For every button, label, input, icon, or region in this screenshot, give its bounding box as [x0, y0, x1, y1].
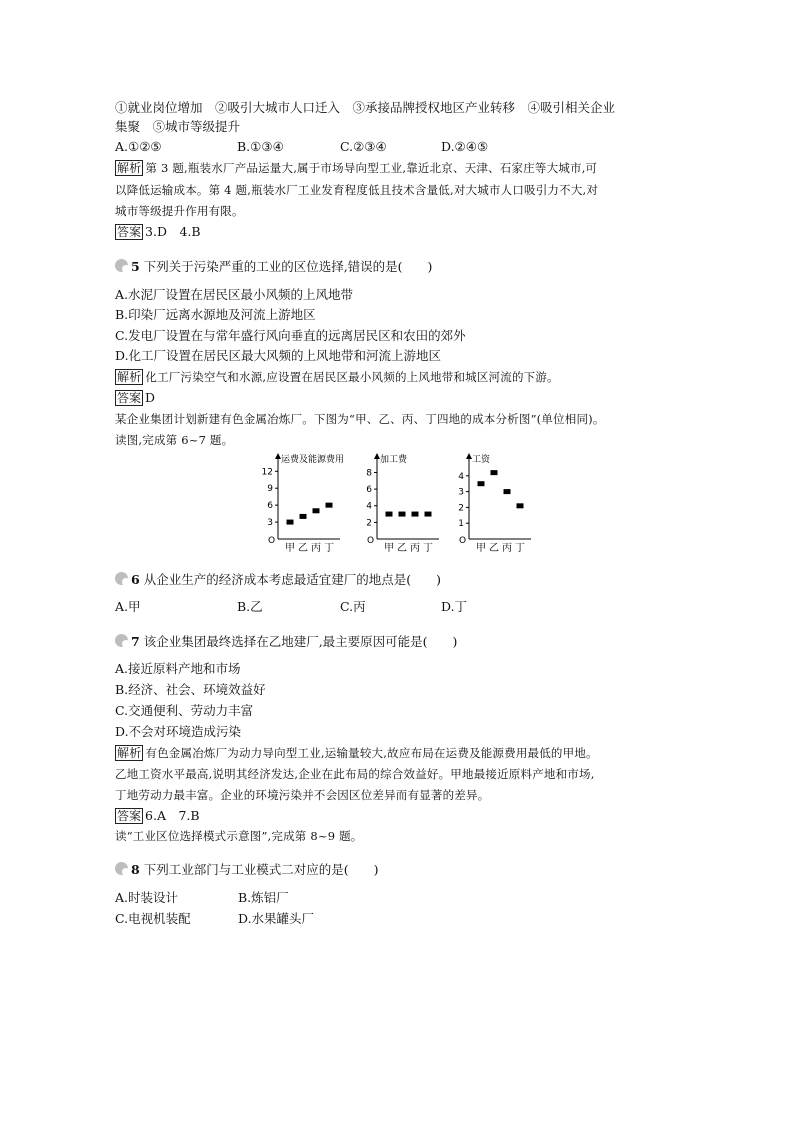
y-tick-label: 3 — [267, 518, 273, 529]
x-tick-label: 丙 — [502, 543, 512, 554]
y-tick-label: 1 — [458, 519, 464, 530]
data-point — [287, 520, 294, 525]
question-bullet-icon — [115, 862, 128, 875]
y-tick-label: 6 — [267, 501, 273, 512]
q8-option-c: C.电视机装配 — [115, 911, 191, 926]
q8-option-d: D.水果罐头厂 — [238, 911, 315, 926]
q7-option-b: B.经济、社会、环境效益好 — [115, 682, 266, 697]
y-tick-label: 4 — [458, 471, 464, 482]
answer-tag: 答案 — [117, 809, 142, 823]
q6-option-c: C.丙 — [340, 599, 366, 614]
q34-analysis-line2: 以降低运输成本。第 4 题,瓶装水厂工业发育程度低且技术含量低,对大城市人口吸引力不大,对 — [115, 183, 599, 197]
q34-option-d: D.②④⑤ — [441, 139, 489, 154]
data-point — [517, 503, 524, 508]
q5-option-c: C.发电厂设置在与常年盛行风向垂直的远离居民区和农田的郊外 — [115, 328, 466, 343]
data-point — [399, 512, 406, 517]
y-tick-label: 6 — [366, 485, 372, 496]
x-tick-label: 丁 — [423, 543, 433, 554]
q34-items-line2: 集聚 ⑤城市等级提升 — [115, 119, 241, 134]
q67-answer: 答案 6.A 7.B — [117, 808, 200, 823]
y-tick-label: 4 — [366, 501, 372, 512]
analysis-tag: 解析 — [117, 746, 142, 760]
chart-title: 工资 — [472, 455, 491, 465]
q34-option-b: B.①③④ — [237, 139, 284, 154]
q7-option-a: A.接近原料产地和市场 — [115, 661, 241, 676]
q8-option-a: A.时装设计 — [115, 890, 179, 905]
q7-analysis-line2: 乙地工资水平最高,说明其经济发达,企业在此布局的综合效益好。甲地最接近原料产地和市场, — [115, 767, 595, 781]
x-tick-label: 乙 — [397, 543, 407, 554]
q34-option-a: A.①②⑤ — [115, 139, 162, 154]
data-point — [491, 470, 498, 475]
intro-6-7-line1: 某企业集团计划新建有色金属冶炼厂。下图为“甲、乙、丙、丁四地的成本分析图”(单位相同)。 — [115, 412, 605, 426]
q7-option-c: C.交通便利、劳动力丰富 — [115, 703, 254, 718]
x-tick-label: 丙 — [410, 543, 420, 554]
q6-option-d: D.丁 — [441, 599, 468, 614]
x-tick-label: 乙 — [298, 543, 308, 554]
q34-answer: 答案 3.D 4.B — [117, 224, 201, 239]
intro-6-7-line2: 读图,完成第 6~7 题。 — [115, 433, 234, 447]
x-tick-label: 甲 — [476, 543, 486, 554]
data-point — [425, 512, 432, 517]
q34-analysis-line3: 城市等级提升作用有限。 — [115, 204, 244, 218]
question-bullet-icon — [115, 634, 128, 647]
q6-option-a: A.甲 — [115, 599, 141, 614]
x-tick-label: 丁 — [324, 543, 334, 554]
analysis-tag: 解析 — [117, 370, 142, 384]
y-tick-label: 8 — [366, 468, 372, 479]
data-point — [386, 512, 393, 517]
data-point — [300, 514, 307, 519]
q6-option-b: B.乙 — [237, 599, 263, 614]
question-bullet-icon — [115, 572, 128, 585]
q5-answer: 答案 D — [117, 390, 156, 405]
q5-analysis: 解析 化工厂污染空气和水源,应设置在居民区最小风频的上风地带和城区河流的下游。 — [117, 370, 559, 384]
cost-charts — [0, 446, 794, 566]
origin-label: O — [367, 536, 375, 546]
answer-tag: 答案 — [117, 225, 142, 239]
answer-tag: 答案 — [117, 391, 142, 405]
chart-title: 运费及能源费用 — [281, 455, 345, 465]
data-point — [504, 489, 511, 494]
q5-option-d: D.化工厂设置在居民区最大风频的上风地带和河流上游地区 — [115, 348, 442, 363]
q5-option-a: A.水泥厂设置在居民区最小风频的上风地带 — [115, 287, 354, 302]
data-point — [478, 481, 485, 486]
q7-stem: 7 该企业集团最终选择在乙地建厂,最主要原因可能是( ) — [115, 634, 457, 650]
q5-option-b: B.印染厂远离水源地及河流上游地区 — [115, 307, 316, 322]
analysis-tag: 解析 — [117, 161, 142, 175]
q34-items-line1: ①就业岗位增加 ②吸引大城市人口迁入 ③承接品牌授权地区产业转移 ④吸引相关企业 — [115, 100, 616, 115]
q6-stem: 6 从企业生产的经济成本考虑最适宜建厂的地点是( ) — [115, 572, 441, 588]
q5-stem: 5 下列关于污染严重的工业的区位选择,错误的是( ) — [115, 259, 432, 275]
y-tick-label: 2 — [366, 518, 372, 529]
q7-analysis-line1: 解析 有色金属冶炼厂为动力导向型工业,运输量较大,故应布局在运费及能源费用最低的甲地。 — [117, 746, 598, 760]
data-point — [313, 508, 320, 513]
q34-analysis-line1: 解析 第 3 题,瓶装水厂产品运量大,属于市场导向型工业,靠近北京、天津、石家庄等大城市,可 — [117, 161, 598, 175]
y-tick-label: 3 — [458, 487, 464, 498]
x-tick-label: 丁 — [515, 543, 525, 554]
data-point — [326, 503, 333, 508]
x-tick-label: 甲 — [384, 543, 394, 554]
intro-8-9: 读“工业区位选择模式示意图”,完成第 8~9 题。 — [115, 829, 363, 843]
chart-title: 加工费 — [380, 455, 408, 465]
x-tick-label: 甲 — [285, 543, 295, 554]
y-tick-label: 12 — [261, 467, 273, 478]
q7-analysis-line3: 丁地劳动力最丰富。企业的环境污染并不会因区位差异而有显著的差异。 — [115, 788, 490, 802]
x-tick-label: 乙 — [489, 543, 499, 554]
q8-option-b: B.炼铝厂 — [238, 890, 289, 905]
origin-label: O — [459, 536, 467, 546]
data-point — [412, 512, 419, 517]
q8-stem: 8 下列工业部门与工业模式二对应的是( ) — [115, 862, 378, 878]
question-bullet-icon — [115, 259, 128, 272]
y-tick-label: 2 — [458, 503, 464, 514]
y-tick-label: 9 — [267, 484, 273, 495]
q7-option-d: D.不会对环境造成污染 — [115, 724, 242, 739]
q34-option-c: C.②③④ — [340, 139, 387, 154]
origin-label: O — [268, 536, 276, 546]
x-tick-label: 丙 — [311, 543, 321, 554]
